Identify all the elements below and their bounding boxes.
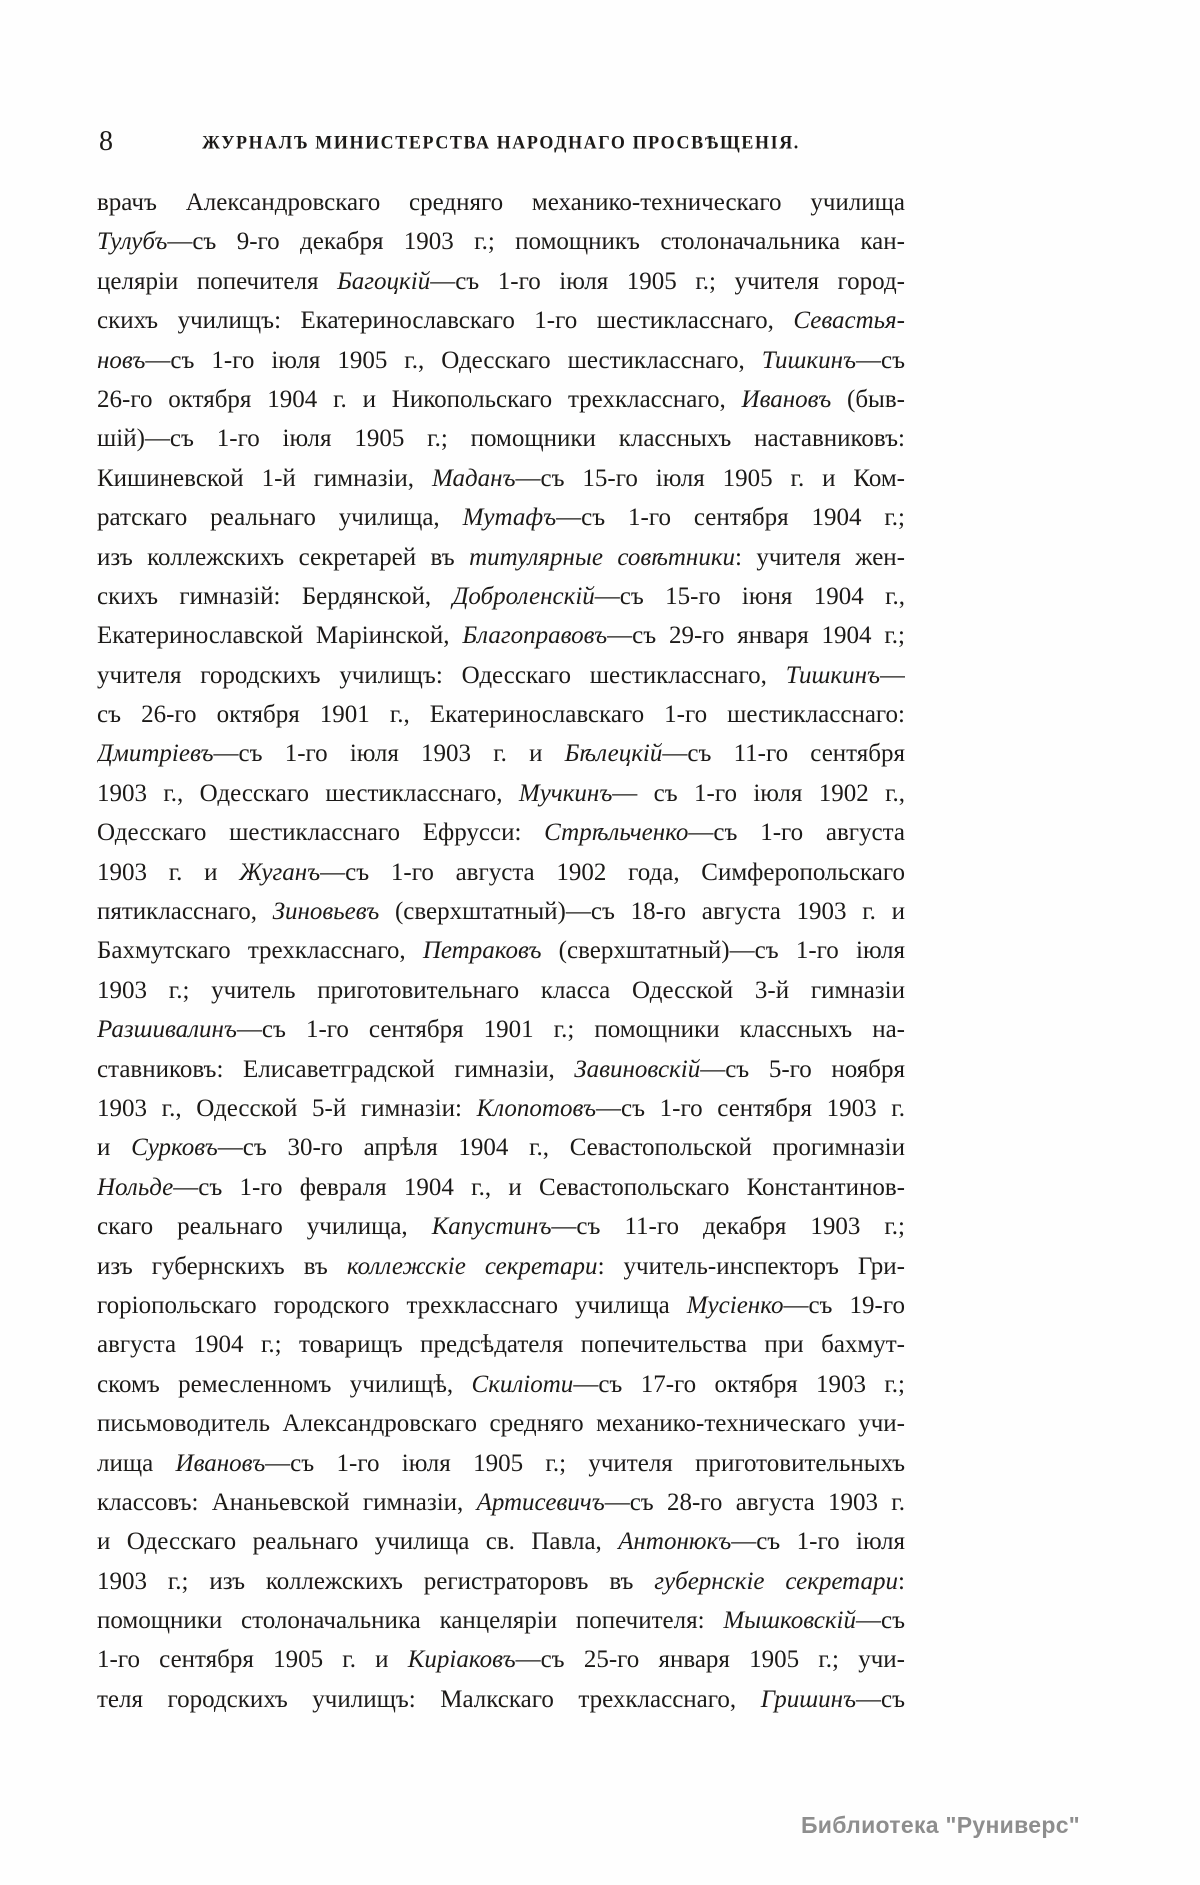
roman-text: съ 26-го октября 1901 г., Екатеринославскаго 1-го шестикласснаго:: [97, 701, 905, 729]
roman-text: Одесскаго шестикласснаго Ефрусси:: [97, 819, 545, 847]
roman-text: шій)—съ 1-го іюля 1905 г.; помощники классныхъ наставниковъ:: [97, 425, 905, 453]
roman-text: —съ 1-го сентября 1904 г.;: [556, 504, 905, 532]
roman-text: изъ коллежскихъ секретарей въ: [97, 543, 470, 571]
italic-text: Мусіенко: [686, 1291, 784, 1319]
italic-text: Гришинъ: [760, 1685, 856, 1713]
text-line: [97, 1128, 905, 1167]
roman-text: —съ 15-го іюня 1904 г.,: [594, 582, 905, 610]
text-line: [97, 774, 905, 813]
roman-text: —съ 9-го декабря 1903 г.; помощникъ столоначальника кан-: [167, 228, 905, 256]
roman-text: (сверхштатный)—съ 18-го августа 1903 г. и: [379, 898, 905, 926]
roman-text: теля городскихъ училищъ: Малкскаго трехкласснаго,: [97, 1685, 761, 1713]
italic-text: Тишкинъ: [761, 346, 856, 374]
text-line: [97, 656, 905, 695]
roman-text: ставниковъ: Елисаветградской гимназіи,: [97, 1055, 575, 1083]
roman-text: —съ 1-го іюля: [731, 1528, 905, 1556]
roman-text: 1903 г.; изъ коллежскихъ регистраторовъ въ: [97, 1567, 655, 1595]
roman-text: —съ 1-го февраля 1904 г., и Севастопольскаго Константинов-: [173, 1173, 905, 1201]
roman-text: помощники столоначальника канцеляріи попечителя:: [97, 1607, 724, 1635]
italic-text: губернскіе секретари: [654, 1567, 899, 1595]
roman-text: : учитель-инспекторъ Гри-: [597, 1252, 905, 1280]
italic-text: Клопотовъ: [476, 1094, 596, 1122]
roman-text: —съ 19-го: [783, 1291, 905, 1319]
italic-text: новъ: [97, 346, 146, 374]
text-line: [97, 695, 905, 734]
italic-text: Сурковъ: [131, 1134, 218, 1162]
text-line: [97, 734, 905, 773]
italic-text: Киріаковъ: [407, 1646, 516, 1674]
italic-text: Скиліоти: [471, 1370, 574, 1398]
italic-text: Капустинъ: [431, 1213, 552, 1241]
text-line: [97, 419, 905, 458]
roman-text: (быв-: [831, 385, 905, 413]
italic-text: Тишкинъ: [785, 661, 880, 689]
roman-text: 26-го октября 1904 г. и Никопольскаго трехкласснаго,: [97, 385, 742, 413]
roman-text: горіопольскаго городского трехкласснаго училища: [97, 1291, 687, 1319]
italic-text: Завиновскій: [574, 1055, 701, 1083]
roman-text: —съ 1-го августа 1902 года, Симферопольскаго: [320, 858, 905, 886]
italic-text: титулярные совѣтники: [469, 543, 736, 571]
text-line: [97, 538, 905, 577]
text-line: [97, 1483, 905, 1522]
italic-text: Севастья-: [793, 307, 905, 335]
roman-text: скихъ гимназій: Бердянской,: [97, 582, 453, 610]
text-line: [97, 1601, 905, 1640]
roman-text: : учителя жен-: [735, 543, 905, 571]
text-line: [97, 1680, 905, 1719]
roman-text: письмоводитель Александровскаго средняго механико-техническаго учи-: [97, 1410, 905, 1438]
roman-text: —съ 1-го іюля 1905 г.; учителя приготовительныхъ: [265, 1449, 905, 1477]
italic-text: Разшивалинъ: [97, 1016, 237, 1044]
roman-text: —съ 1-го сентября 1901 г.; помощники классныхъ на-: [236, 1016, 905, 1044]
page-number: 8: [99, 126, 113, 157]
text-line: [97, 341, 905, 380]
italic-text: Дмитріевъ: [97, 740, 214, 768]
italic-text: Нольде: [97, 1173, 174, 1201]
text-line: [97, 616, 905, 655]
roman-text: —съ: [855, 1607, 905, 1635]
italic-text: Благоправовъ: [462, 622, 608, 650]
roman-text: скаго реальнаго училища,: [97, 1213, 432, 1241]
roman-text: —съ: [855, 346, 905, 374]
text-line: [97, 1168, 905, 1207]
roman-text: (сверхштатный)—съ 1-го іюля: [541, 937, 905, 965]
roman-text: учителя городскихъ училищъ: Одесскаго шестикласснаго,: [97, 661, 786, 689]
italic-text: Артисевичъ: [476, 1488, 605, 1516]
roman-text: изъ губернскихъ въ: [97, 1252, 347, 1280]
roman-text: —съ 25-го января 1905 г.; учи-: [515, 1646, 905, 1674]
roman-text: —съ: [855, 1685, 905, 1713]
roman-text: —съ 28-го августа 1903 г.: [604, 1488, 905, 1516]
italic-text: Петраковъ: [422, 937, 542, 965]
text-line: [97, 380, 905, 419]
text-line: [97, 1522, 905, 1561]
text-line: [97, 931, 905, 970]
roman-text: — съ 1-го іюля 1902 г.,: [612, 779, 905, 807]
italic-text: Стрѣльченко: [544, 819, 689, 847]
text-line: [97, 459, 905, 498]
italic-text: Антонюкъ: [618, 1528, 732, 1556]
italic-text: Ивановъ: [175, 1449, 266, 1477]
roman-text: —съ 1-го іюля 1905 г., Одесскаго шестикласснаго,: [145, 346, 762, 374]
italic-text: Бѣлецкій: [564, 740, 663, 768]
roman-text: —съ 1-го августа: [688, 819, 905, 847]
text-line: [97, 222, 905, 261]
roman-text: скихъ училищъ: Екатеринославскаго 1-го шестикласснаго,: [97, 307, 794, 335]
roman-text: и: [97, 1134, 132, 1162]
text-line: [97, 498, 905, 537]
roman-text: —съ 1-го іюля 1905 г.; учителя город-: [430, 267, 905, 295]
roman-text: —: [880, 661, 905, 689]
text-line: [97, 1050, 905, 1089]
body-text: [97, 183, 905, 1719]
roman-text: —съ 17-го октября 1903 г.;: [573, 1370, 905, 1398]
roman-text: —съ 29-го января 1904 г.;: [607, 622, 905, 650]
roman-text: и Одесскаго реальнаго училища св. Павла,: [97, 1528, 619, 1556]
roman-text: врачъ Александровскаго средняго механико-техническаго училища: [97, 189, 905, 216]
roman-text: скомъ ремесленномъ училищѣ,: [97, 1370, 472, 1398]
roman-text: —съ 30-го апрѣля 1904 г., Севастопольской прогимназіи: [217, 1134, 905, 1162]
text-line: [97, 813, 905, 852]
roman-text: 1903 г., Одесской 5-й гимназіи:: [97, 1094, 477, 1122]
italic-text: Доброленскій: [452, 582, 595, 610]
text-line: [97, 1365, 905, 1404]
text-line: [97, 1325, 905, 1364]
text-line: [97, 892, 905, 931]
roman-text: —съ 1-го сентября 1903 г.: [596, 1094, 905, 1122]
text-line: [97, 1247, 905, 1286]
text-line: [97, 971, 905, 1010]
roman-text: 1903 г.; учитель приготовительнаго класса Одесской 3-й гимназіи: [97, 976, 905, 1004]
text-line: [97, 577, 905, 616]
italic-text: Ивановъ: [741, 385, 832, 413]
italic-text: коллежскіе секретари: [346, 1252, 598, 1280]
text-line: [97, 1444, 905, 1483]
roman-text: —съ 5-го ноября: [700, 1055, 905, 1083]
text-line: [97, 1207, 905, 1246]
italic-text: Маданъ: [431, 464, 516, 492]
roman-text: Екатеринославской Маріинской,: [97, 622, 463, 650]
library-watermark: Библиотека "Руниверс": [800, 1812, 1080, 1838]
roman-text: ратскаго реальнаго училища,: [97, 504, 463, 532]
italic-text: Жуганъ: [239, 858, 321, 886]
roman-text: :: [898, 1567, 905, 1595]
text-line: [97, 262, 905, 301]
italic-text: Мышковскій: [723, 1607, 856, 1635]
text-line: [97, 1286, 905, 1325]
roman-text: целяріи попечителя: [97, 267, 338, 295]
roman-text: классовъ: Ананьевской гимназіи,: [97, 1488, 477, 1516]
italic-text: Мутафъ: [462, 504, 557, 532]
roman-text: 1903 г. и: [97, 858, 240, 886]
italic-text: Багоцкій: [337, 267, 431, 295]
text-line: [97, 853, 905, 892]
roman-text: Кишиневской 1-й гимназіи,: [97, 464, 432, 492]
italic-text: Мучкинъ: [518, 779, 613, 807]
running-title: ЖУРНАЛЪ МИНИСТЕРСТВА НАРОДНАГО ПРОСВѢЩЕНІЯ.: [202, 131, 800, 153]
italic-text: Тулубъ: [97, 228, 168, 256]
text-line: [97, 1562, 905, 1601]
roman-text: —съ 11-го сентября: [662, 740, 905, 768]
italic-text: Зиновьевъ: [272, 898, 380, 926]
roman-text: Бахмутскаго трехкласснаго,: [97, 937, 423, 965]
text-line: [97, 1404, 905, 1443]
roman-text: пятикласснаго,: [97, 898, 273, 926]
roman-text: 1903 г., Одесскаго шестикласснаго,: [97, 779, 519, 807]
text-line: [97, 1640, 905, 1679]
page-header: [97, 126, 905, 158]
text-line: [97, 1089, 905, 1128]
roman-text: августа 1904 г.; товарищъ предсѣдателя попечительства при бахмут-: [97, 1331, 905, 1359]
text-line: [97, 301, 905, 340]
roman-text: лища: [97, 1449, 176, 1477]
roman-text: —съ 11-го декабря 1903 г.;: [551, 1213, 905, 1241]
roman-text: —съ 1-го іюля 1903 г. и: [213, 740, 565, 768]
text-line: [97, 1010, 905, 1049]
roman-text: 1-го сентября 1905 г. и: [97, 1646, 408, 1674]
text-line: [97, 183, 905, 222]
roman-text: —съ 15-го іюля 1905 г. и Ком-: [515, 464, 905, 492]
